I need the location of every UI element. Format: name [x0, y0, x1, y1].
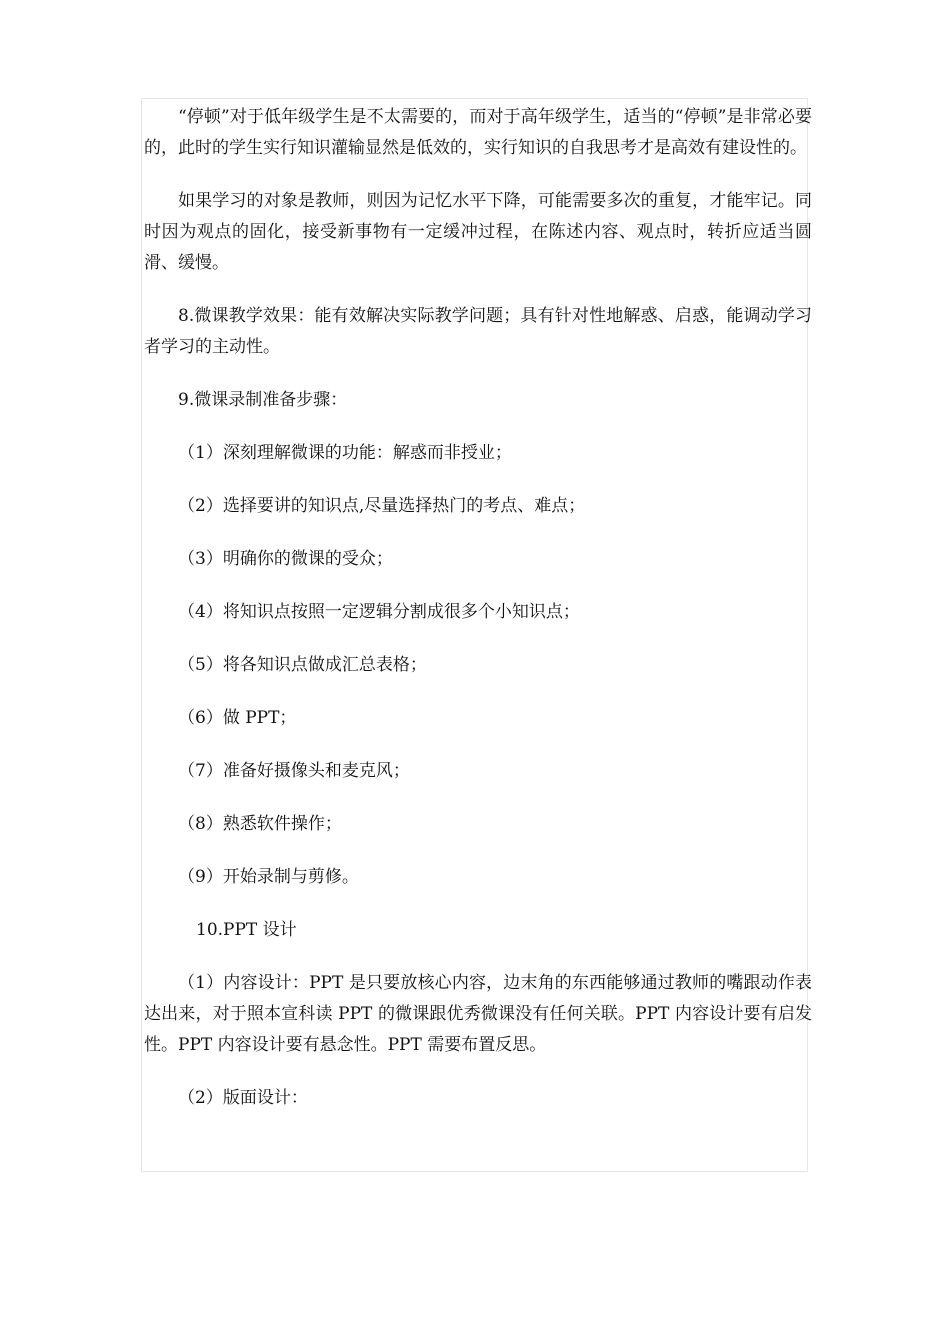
- paragraph-effect: 8.微课教学效果：能有效解决实际教学问题；具有针对性地解惑、启惑，能调动学习者学习的主动性。: [144, 306, 812, 357]
- heading-recording-steps: 9.微课录制准备步骤：: [178, 390, 348, 410]
- list-item: （4）将知识点按照一定逻辑分割成很多个小知识点；: [178, 602, 580, 622]
- list-item: （9）开始录制与剪修。: [178, 867, 359, 887]
- heading-ppt-design: 10.PPT 设计: [196, 920, 297, 940]
- paragraph-content-design: （1）内容设计：PPT 是只要放核心内容，边末角的东西能够通过教师的嘴跟动作表达出来，对于照本宣科读 PPT 的微课跟优秀微课没有任何关联。PPT 内容设计要有启发性。PPT 内容设计要有悬念性。PPT 需要布置反思。: [144, 973, 812, 1055]
- list-item: （2）选择要讲的知识点,尽量选择热门的考点、难点；: [178, 496, 586, 516]
- list-item: （3）明确你的微课的受众；: [178, 549, 393, 569]
- heading-layout-design: （2）版面设计：: [178, 1088, 308, 1108]
- list-item: （1）深刻理解微课的功能：解惑而非授业；: [178, 443, 512, 463]
- list-item: （7）准备好摄像头和麦克风；: [178, 761, 410, 781]
- document-body: [144, 102, 812, 1136]
- list-item: （8）熟悉软件操作；: [178, 814, 342, 834]
- paragraph-teacher-learners: 如果学习的对象是教师，则因为记忆水平下降，可能需要多次的重复，才能牢记。同时因为观点的固化，接受新事物有一定缓冲过程，在陈述内容、观点时，转折应适当圆滑、缓慢。: [144, 191, 812, 273]
- list-item: （6）做 PPT；: [178, 708, 297, 728]
- paragraph-pause: “停顿”对于低年级学生是不太需要的，而对于高年级学生，适当的“停顿”是非常必要的，此时的学生实行知识灌输显然是低效的，实行知识的自我思考才是高效有建设性的。: [144, 107, 812, 158]
- list-item: （5）将各知识点做成汇总表格；: [178, 655, 427, 675]
